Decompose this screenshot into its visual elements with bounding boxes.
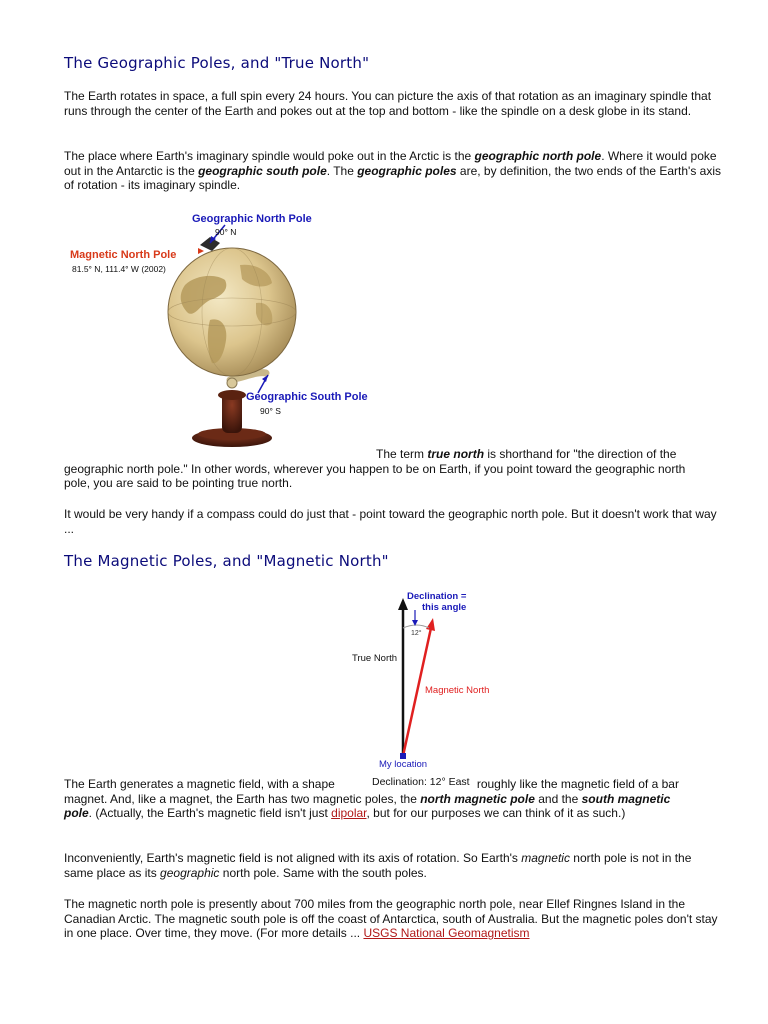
- text: The place where Earth's imaginary spindle would poke out in the Arctic is the: [64, 149, 475, 163]
- label-my-location: My location: [379, 759, 428, 770]
- text: . The: [326, 163, 358, 178]
- text: north pole is not in the same place as its: [64, 851, 692, 880]
- link-dipolar[interactable]: dipolar: [331, 806, 367, 820]
- text: The term: [376, 447, 428, 461]
- label-magnetic-north-pole: Magnetic North Pole: [70, 249, 177, 261]
- emphasis-geographic-north-pole: geographic north pole: [474, 149, 602, 163]
- paragraph-earth-rotation: The Earth rotates in space, a full spin every 24 hours. You can picture the axis of that rotation as an imaginary spindle that runs through the center of the Earth and pokes out at the top and bottom - like the spindle on a desk globe in its stand.: [64, 89, 712, 118]
- paragraph-geographic-poles: [64, 149, 724, 193]
- text: and the: [534, 791, 582, 806]
- text: . (Actually, the Earth's magnetic field isn't just: [88, 806, 332, 820]
- label-magnetic-north-coordinates: 81.5° N, 111.4° W (2002): [72, 264, 166, 274]
- globe-illustration: [60, 205, 390, 455]
- label-geographic-north-pole: Geographic North Pole: [192, 213, 312, 225]
- paragraph-magnetic-field: [64, 777, 694, 821]
- label-geographic-south-pole: Geographic South Pole: [246, 391, 368, 403]
- paragraph-field-alignment: [64, 851, 724, 880]
- label-declination-angle: this angle: [422, 602, 467, 613]
- label-declination-caption: Declination: 12° East: [372, 776, 470, 788]
- label-angle-value: 12°: [411, 630, 422, 637]
- declination-diagram: [345, 588, 505, 768]
- section-heading-geographic-poles: The Geographic Poles, and "True North": [64, 54, 370, 72]
- label-true-north: True North: [352, 653, 398, 664]
- link-usgs-geomagnetism[interactable]: USGS National Geomagnetism: [363, 926, 530, 940]
- emphasis-south-magnetic-pole: south magnetic pole: [64, 791, 671, 820]
- text: , but for our purposes we can think of it as such.): [366, 806, 626, 820]
- text: . Where it would poke out in the Antarctic is the: [64, 149, 717, 178]
- text: roughly like the magnetic field of a bar magnet. And, like a magnet, the Earth has two magnetic poles, the: [64, 777, 679, 806]
- emphasis-geographic-poles: geographic poles: [357, 163, 457, 178]
- globe-figure: [60, 205, 390, 455]
- label-geographic-north-latitude: 90° N: [215, 227, 237, 237]
- emphasis-magnetic: magnetic: [521, 851, 570, 865]
- emphasis-geographic-south-pole: geographic south pole: [198, 163, 327, 178]
- emphasis-true-north: true north: [427, 447, 485, 461]
- paragraph-true-north: [64, 447, 704, 491]
- label-declination: Declination =: [407, 591, 467, 602]
- paragraph-magnetic-pole-location: [64, 897, 724, 941]
- label-magnetic-north: Magnetic North: [425, 685, 490, 696]
- text: The Earth generates a magnetic field, with a shape: [64, 777, 335, 791]
- text: The magnetic north pole is presently about 700 miles from the geographic north pole, near Ellef Ringnes Island in the Canadian Arctic. The magnetic south pole is off the coast of Antarctica, south of Australia. But the magnetic poles don't stay in one place. Over time, they move. (For more details ...: [64, 897, 718, 940]
- text: is shorthand for "the direction of the geographic north pole." In other words, wherever you happen to be on Earth, if you point toward the geographic north pole, you are said to be pointing true north.: [64, 447, 686, 490]
- emphasis-north-magnetic-pole: north magnetic pole: [420, 791, 535, 806]
- emphasis-geographic: geographic: [160, 865, 220, 880]
- label-geographic-south-latitude: 90° S: [260, 406, 281, 416]
- declination-figure: [345, 588, 505, 793]
- text: Inconveniently, Earth's magnetic field is not aligned with its axis of rotation. So Earth's: [64, 851, 522, 865]
- text: north pole. Same with the south poles.: [219, 865, 427, 880]
- text: are, by definition, the two ends of the Earth's axis of rotation - its imaginary spindle.: [64, 163, 722, 192]
- section-heading-magnetic-poles: The Magnetic Poles, and "Magnetic North": [64, 552, 389, 570]
- paragraph-compass: It would be very handy if a compass could do just that - point toward the geographic north pole. But it doesn't work that way ...: [64, 507, 717, 536]
